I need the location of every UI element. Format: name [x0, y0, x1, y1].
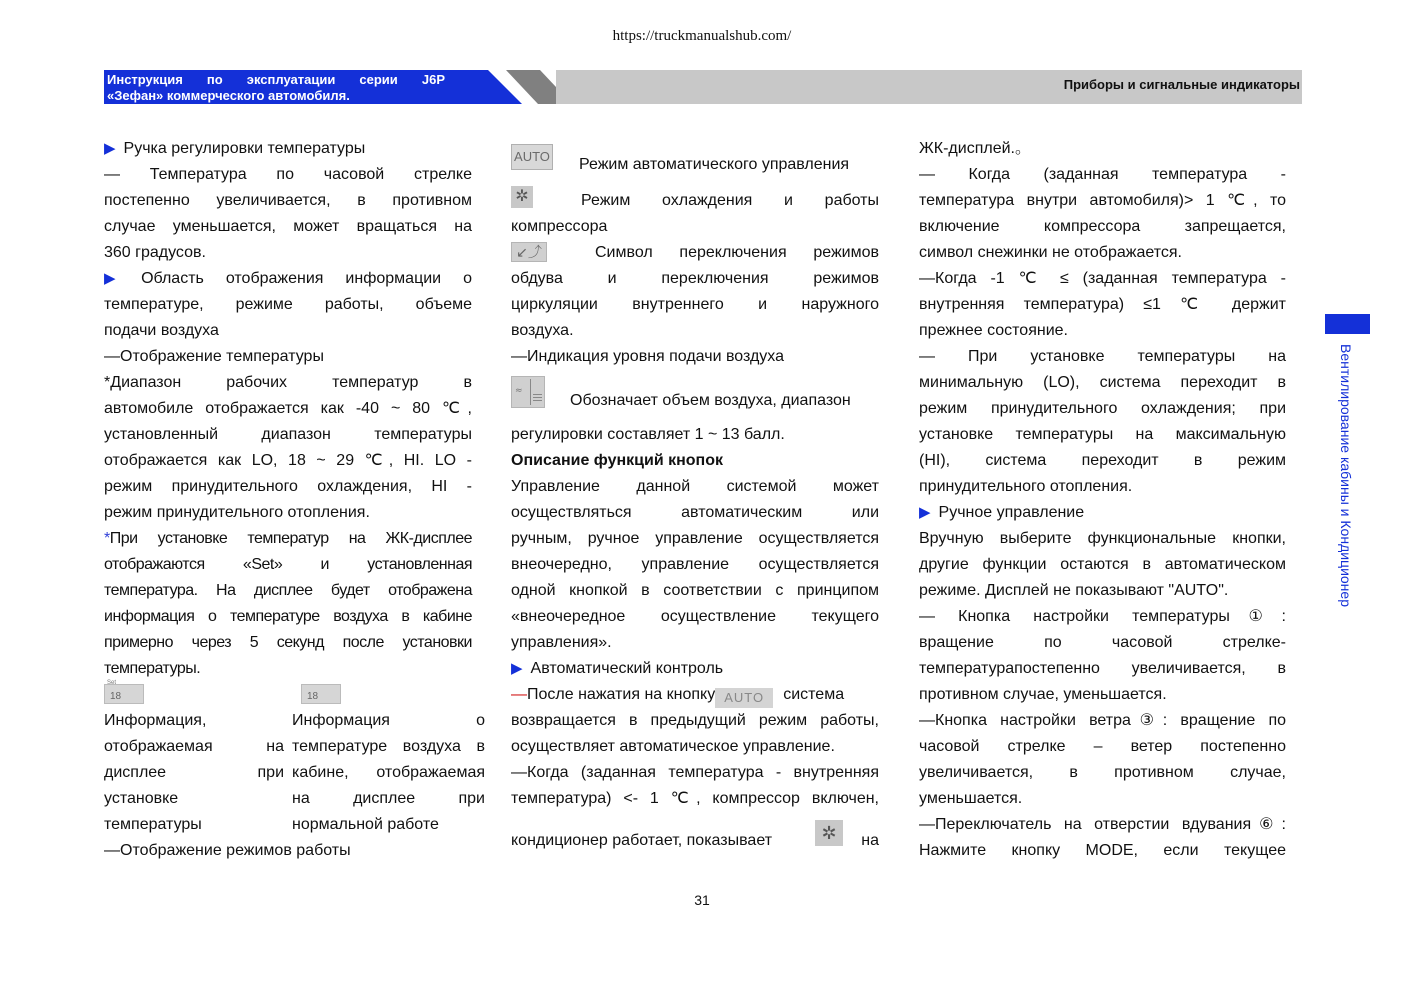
text-line: противном случае, уменьшается.	[919, 686, 1167, 703]
text-line: осуществляться автоматическим или	[511, 504, 879, 521]
text-line: прежнее состояние.	[919, 322, 1068, 339]
manual-title-line2: «Зефан» коммерческого автомобиля.	[107, 88, 350, 103]
text-line: Управление данной системой может	[511, 478, 879, 495]
text-line: —Переключатель на отверстии вдувания⑥:	[919, 816, 1286, 833]
text-line: символ снежинки не отображается.	[919, 244, 1182, 261]
section-side-label: Вентилирование кабины и Кондиционер	[1338, 344, 1354, 607]
source-url[interactable]: https://truckmanualshub.com/	[612, 28, 792, 44]
text-span: После нажатия на кнопку	[527, 686, 716, 703]
text-line: Информация,	[104, 712, 207, 729]
text-line: — Когда (заданная температура -	[919, 166, 1286, 183]
text-line: — Температура по часовой стрелке	[104, 166, 472, 183]
column-2	[511, 136, 879, 854]
text-line: Информация о	[292, 712, 485, 729]
subheading-airflow-level: —Индикация уровня подачи воздуха	[511, 348, 785, 365]
text-line: режим принудительного отопления.	[104, 504, 370, 521]
text-line: увеличивается, в противном случае,	[919, 764, 1286, 781]
star-mark: *	[104, 530, 110, 547]
text-line: температура. На дисплее будет отображена	[104, 582, 472, 599]
text-line: осуществляет автоматическое управление.	[511, 738, 835, 755]
auto-icon: AUTO	[511, 144, 553, 170]
text-line: обдува и переключения режимов	[511, 270, 879, 287]
caption-cabin-display	[292, 708, 485, 838]
auto-mode-row	[511, 136, 879, 173]
column-1	[104, 136, 485, 864]
text-line: —Кнопка настройки ветра③: вращение по	[919, 712, 1286, 729]
airflow-mode-icon: ↙⤴	[511, 242, 547, 262]
text-line: — Кнопка настройки температуры①:	[919, 608, 1286, 625]
heading-temperature-knob	[104, 136, 472, 162]
text-line: температурапостепенно увеличивается, в	[919, 660, 1286, 677]
section-title-band	[556, 70, 1302, 104]
fan-level-icon	[511, 376, 545, 408]
fan-level-row	[511, 370, 879, 422]
text-line: —Когда (заданная температура - внутренняя	[511, 764, 879, 781]
heading-text: Ручное управление	[938, 504, 1085, 521]
section-side-tab	[1325, 314, 1370, 334]
text-line: — При установке температуры на	[919, 348, 1286, 365]
text-line: принудительного отопления.	[919, 478, 1133, 495]
fan-level-label: Обозначает объем воздуха, диапазон	[570, 392, 851, 409]
snowflake-gear-icon: ✲	[511, 186, 533, 208]
text-line: включение компрессора запрещается,	[919, 218, 1286, 235]
triangle-bullet-icon: ▶	[104, 270, 134, 287]
display-captions	[104, 708, 485, 838]
text-line: —Когда -1 ℃ ≤ (заданная температура -	[919, 270, 1286, 287]
text-line: регулировки составляет 1 ~ 13 балл.	[511, 426, 785, 443]
text-line: одной кнопкой в соответствии с принципом	[511, 582, 879, 599]
text-line: отображаемая на	[104, 738, 284, 755]
text-line: циркуляции внутреннего и наружного	[511, 296, 879, 313]
column-3	[919, 136, 1286, 864]
text-line: ручным, ручное управление осуществляется	[511, 530, 879, 547]
text-line: отображаются «Set» и установленная	[104, 556, 472, 573]
caption-set-display	[104, 708, 284, 838]
text-line: воздуха.	[511, 322, 574, 339]
cabin-display-icon	[301, 684, 341, 704]
text-span: кондиционер работает, показывает	[511, 832, 773, 849]
text-line: постепенно увеличивается, в противном	[104, 192, 472, 209]
manual-title-block	[104, 70, 448, 104]
text-line	[104, 526, 472, 552]
auto-button-icon: AUTO	[715, 688, 773, 708]
text-line: (HI), система переходит в режим	[919, 452, 1286, 469]
dash-mark: —	[511, 686, 527, 703]
triangle-bullet-icon: ▶	[511, 660, 523, 677]
text-line: ЖК-дисплей.。	[919, 140, 1031, 157]
triangle-bullet-icon: ▶	[919, 504, 931, 521]
text-line: внеочередно, управление осуществляется	[511, 556, 879, 573]
snowflake-gear-icon: ✲	[815, 820, 843, 846]
text-span: система	[783, 686, 845, 703]
text-line: случае уменьшается, может вращаться на	[104, 218, 472, 235]
section-title: Приборы и сигнальные индикаторы	[1063, 77, 1300, 92]
heading-text: Ручка регулировки температуры	[123, 140, 366, 157]
text-line: уменьшается.	[919, 790, 1023, 807]
text-line: другие функции остаются в автоматическом	[919, 556, 1286, 573]
text-line: режим принудительного охлаждения, HI -	[104, 478, 472, 495]
fan-bars-icon	[512, 377, 544, 407]
set-label: Set	[107, 680, 117, 686]
heading-text: Область отображения информации о	[141, 270, 472, 287]
mode-symbol-row	[511, 240, 879, 266]
text-line: подачи воздуха	[104, 322, 219, 339]
text-line: «внеочередное осуществление текущего	[511, 608, 879, 625]
text-line: режиме. Дисплей не показывают "AUTO".	[919, 582, 1229, 599]
text-line: кабине, отображаемая	[292, 764, 485, 781]
text-line: нормальной работе	[292, 816, 439, 833]
text-span: При установке температур на ЖК-дисплее	[109, 530, 472, 547]
text-line: установленный диапазон температуры	[104, 426, 472, 443]
display-icons-row	[104, 682, 472, 708]
subheading-modes-display: —Отображение режимов работы	[104, 842, 351, 859]
text-line: управления».	[511, 634, 612, 651]
text-line: дисплее при	[104, 764, 284, 781]
text-line: температура внутри автомобиля)> 1 ℃, то	[919, 192, 1286, 209]
text-line: установке температуры на максимальную	[919, 426, 1286, 443]
text-line: возвращается в предыдущий режим работы,	[511, 712, 879, 729]
heading-button-functions: Описание функций кнопок	[511, 452, 723, 469]
text-line: отображается как LO, 18 ~ 29 ℃, HI. LO -	[104, 452, 472, 469]
text-line: 360 градусов.	[104, 244, 206, 261]
heading-manual-control	[919, 500, 1286, 526]
text-line: компрессора	[511, 218, 608, 235]
svg-text:≈: ≈	[515, 386, 523, 396]
text-line: режим принудительного охлаждения; при	[919, 400, 1286, 417]
text-line: автомобиле отображается как -40 ~ 80 ℃,	[104, 400, 472, 417]
text-line: на дисплее при	[292, 790, 485, 807]
heading-auto-control	[511, 656, 879, 682]
text-line: информация о температуре воздуха в кабине	[104, 608, 472, 625]
text-line: Вручную выберите функциональные кнопки,	[919, 530, 1286, 547]
text-line: температуре, режиме работы, объеме	[104, 296, 472, 313]
text-line: температура) <- 1 ℃, компрессор включен,	[511, 790, 879, 807]
text-line	[511, 682, 879, 708]
text-line: вращение по часовой стрелке-	[919, 634, 1286, 651]
auto-mode-label: Режим автоматического управления	[579, 156, 850, 173]
text-line: примерно через 5 секунд после установки	[104, 634, 472, 651]
display-value: 18	[110, 691, 122, 702]
display-value: 18	[307, 691, 319, 702]
page-number: 31	[694, 892, 710, 908]
text-line: температуры.	[104, 660, 201, 677]
set-display-icon	[104, 680, 144, 704]
cooling-mode-row	[511, 188, 879, 214]
text-line: Нажмите кнопку MODE, если текущее	[919, 842, 1286, 859]
triangle-bullet-icon: ▶	[104, 140, 116, 157]
heading-display-area	[104, 266, 472, 292]
text-span: на	[861, 832, 879, 849]
text-line: температуры	[104, 816, 202, 833]
text-line: температуре воздуха в	[292, 738, 485, 755]
text-line: Режим охлаждения и работы	[581, 192, 879, 209]
text-line-with-icon	[511, 812, 879, 854]
text-line: Символ переключения режимов	[595, 244, 879, 261]
text-line: установке	[104, 790, 179, 807]
text-line: внутренняя температура) ≤1 ℃ держит	[919, 296, 1286, 313]
heading-text: Автоматический контроль	[530, 660, 724, 677]
text-line: *Диапазон рабочих температур в	[104, 374, 472, 391]
subheading-temperature-display: —Отображение температуры	[104, 348, 324, 365]
manual-title-line1: Инструкция по эксплуатации серии J6P	[107, 72, 445, 87]
text-line: часовой стрелке – ветер постепенно	[919, 738, 1286, 755]
text-line: минимальную (LO), система переходит в	[919, 374, 1286, 391]
